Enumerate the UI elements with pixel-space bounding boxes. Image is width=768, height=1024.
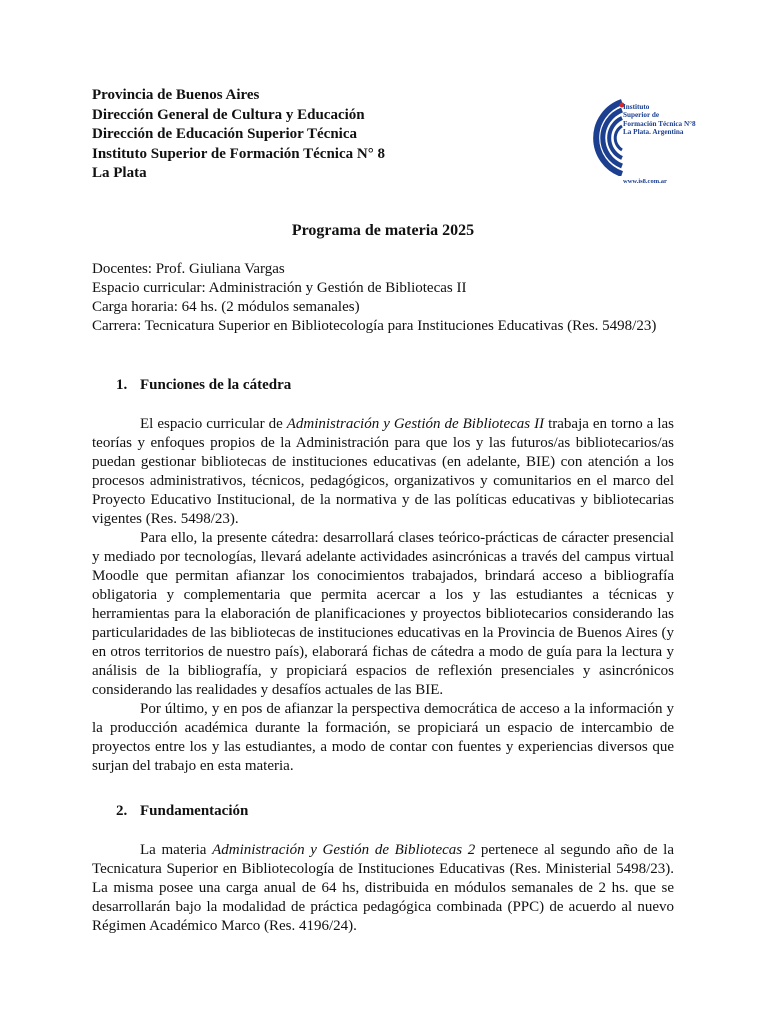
header-line: Dirección General de Cultura y Educación bbox=[92, 106, 365, 123]
header-line: Instituto Superior de Formación Técnica N° 8 bbox=[92, 145, 385, 162]
paragraph: Para ello, la presente cátedra: desarrollará clases teórico-prácticas de cáracter presencial y mediado por tecnologías, llevará adelante actividades asincrónicas a través del campus virtual Moodle que permitan afianzar los conocimientos trabajados, brindará acceso a bibliografía obligatoria y complementaria que permita acercar a los y las estudiantes a técnicas y herramientas para la elaboración de planificaciones y proyectos bibliotecarios considerando las particularidades de las bibliotecas de instituciones educativas en la Provincia de Buenos Aires (y en otros territorios de nuestro país), elaborará fichas de cátedra a modo de guía para la lectura y análisis de la bibliografía, y propiciará espacios de reflexión presenciales y asincrónicos considerando las realidades y desafíos actuales de las BIE. bbox=[92, 530, 674, 698]
course-info bbox=[92, 260, 674, 336]
paragraph: La materia Administración y Gestión de Bibliotecas 2 pertenece al segundo año de la Tecnicatura Superior en Bibliotecología de Instituciones Educativas (Res. Ministerial 5498/23). La misma posee una carga anual de 64 hs, distribuida en módulos semanales de 2 hs. que se desarrollarán bajo la modalidad de práctica pedagógica combinada (PPC) de acuerdo al nuevo Régimen Académico Marco (Res. 4196/24). bbox=[92, 842, 674, 934]
section-heading-1 bbox=[116, 376, 291, 395]
logo-url: www.is8.com.ar bbox=[623, 178, 667, 185]
section-number: 2. bbox=[116, 803, 128, 819]
section-2-body bbox=[92, 841, 674, 936]
info-carga: Carga horaria: 64 hs. (2 módulos semanales) bbox=[92, 299, 360, 315]
info-docentes: Docentes: Prof. Giuliana Vargas bbox=[92, 261, 285, 277]
paragraph: Por último, y en pos de afianzar la perspectiva democrática de acceso a la información y la producción académica durante la formación, se propiciará un espacio de intercambio de proyectos entre los y las estudiantes, a modo de contar con fuentes y experiencias diversos que surjan del trabajo en esta materia. bbox=[92, 701, 674, 774]
paragraph: El espacio curricular de Administración y Gestión de Bibliotecas II trabaja en torno a las teorías y enfoques propios de la Administración para que los y las futuros/as bibliotecarios/as puedan gestionar bibliotecas de instituciones educativas (en adelante, BIE) con atención a los procesos administrativos, técnicos, pedagógicos, organizativos y comunitarios en el marco del Proyecto Educativo Institucional, de la normativa y de las políticas educativas y bibliotecarias vigentes (Res. 5498/23). bbox=[92, 416, 674, 527]
section-1-body bbox=[92, 415, 674, 776]
header-line: La Plata bbox=[92, 165, 147, 181]
document-page bbox=[92, 86, 674, 934]
section-title: Fundamentación bbox=[140, 803, 249, 819]
info-carrera: Carrera: Tecnicatura Superior en Bibliotecología para Instituciones Educativas (Res. 5498/23) bbox=[92, 318, 657, 334]
document-title: Programa de materia 2025 bbox=[291, 222, 475, 239]
logo-text: Instituto Superior de Formación Técnica N°8 La Plata. Argentina bbox=[623, 103, 696, 137]
section-heading-2 bbox=[116, 802, 248, 821]
header-line: Dirección de Educación Superior Técnica bbox=[92, 126, 357, 142]
institution-header bbox=[92, 86, 674, 184]
section-number: 1. bbox=[116, 377, 128, 393]
section-title: Funciones de la cátedra bbox=[140, 377, 292, 393]
info-espacio: Espacio curricular: Administración y Gestión de Bibliotecas II bbox=[92, 280, 467, 296]
header-line: Provincia de Buenos Aires bbox=[92, 87, 260, 103]
